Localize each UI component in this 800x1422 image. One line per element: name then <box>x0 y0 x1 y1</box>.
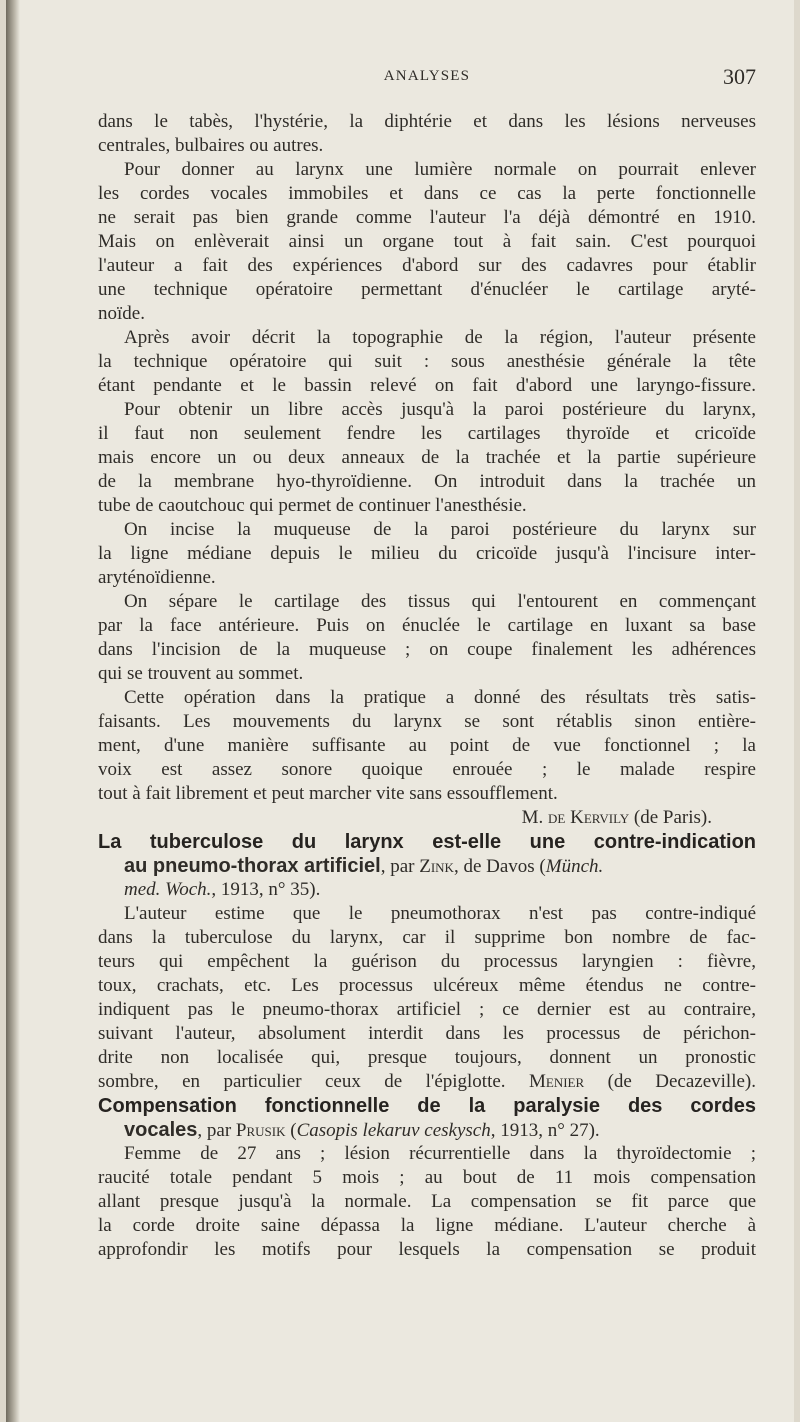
body-line: voix est assez sonore quoique enrouée ; le malade respire <box>98 759 756 780</box>
body-line: Femme de 27 ans ; lésion récurrentielle dans la thyroïdectomie ; <box>124 1143 756 1164</box>
article-title-text: , 1913, n° 35). <box>211 879 321 900</box>
body-line: approfondir les motifs pour lesquels la compensation se produit <box>98 1239 756 1260</box>
body-line: Cette opération dans la pratique a donné des résultats très satis- <box>124 687 756 708</box>
body-line: par la face antérieure. Puis on énuclée le cartilage en luxant sa base <box>98 615 756 636</box>
article-title-text: ( <box>285 1120 297 1141</box>
body-line: la technique opératoire qui suit : sous anesthésie générale la tête <box>98 351 756 372</box>
signature-suffix: (de Decazeville). <box>584 1071 757 1092</box>
body-line: qui se trouvent au sommet. <box>98 663 304 684</box>
article-title-bold: au pneumo-thorax artificiel <box>124 855 381 877</box>
running-title: ANALYSES <box>383 68 471 84</box>
body-line-signed <box>98 1070 756 1094</box>
body-line: indiquent pas le pneumo-thorax artificiel ; ce dernier est au contraire, <box>98 999 756 1020</box>
body-line: dans le tabès, l'hystérie, la diphtérie et dans les lésions nerveuses <box>98 111 756 132</box>
page-header <box>98 64 756 88</box>
body-line: une technique opératoire permettant d'énucléer le cartilage aryté- <box>98 279 756 300</box>
signature-prefix: M. <box>521 807 549 828</box>
article-title-line: La tuberculose du larynx est-elle une contre-indication <box>98 831 756 853</box>
article-title-text: , 1913, n° 27). <box>490 1120 600 1141</box>
article-title-text: , par <box>380 856 420 877</box>
body-line: ne serait pas bien grande comme l'auteur l'a déjà démontré en 1910. <box>98 207 756 228</box>
body-line: noïde. <box>98 303 145 324</box>
body-text: sombre, en particulier ceux de l'épiglotte. <box>98 1071 529 1092</box>
body-line: dans l'incision de la muqueuse ; on coupe finalement les adhérences <box>98 639 756 660</box>
body-line: allant presque jusqu'à la normale. La compensation se fit parce que <box>98 1191 756 1212</box>
body-line: Pour obtenir un libre accès jusqu'à la paroi postérieure du larynx, <box>124 399 756 420</box>
signature-name: Menier <box>528 1071 585 1092</box>
scanned-page <box>6 0 794 1422</box>
page-number: 307 <box>723 64 756 89</box>
signature-name: Kervily <box>570 807 630 828</box>
body-line: teurs qui empêchent la guérison du processus laryngien : fièvre, <box>98 951 756 972</box>
body-line: aryténoïdienne. <box>98 567 216 588</box>
body-line: On sépare le cartilage des tissus qui l'entourent en commençant <box>124 591 756 612</box>
body-line: ment, d'une manière suffisante au point de vue fonctionnel ; la <box>98 735 756 756</box>
article-author: Prusik <box>235 1120 286 1141</box>
binding-shadow <box>6 0 20 1422</box>
article-title-line: Compensation fonctionnelle de la paralysie des cordes <box>98 1095 756 1117</box>
signature-suffix: (de Paris). <box>629 807 712 828</box>
journal-name: Casopis lekaruv ceskysch <box>296 1120 491 1141</box>
body-line: toux, crachats, etc. Les processus ulcéreux même étendus ne contre- <box>98 975 756 996</box>
body-line: Mais on enlèverait ainsi un organe tout à fait sain. C'est pourquoi <box>98 231 756 252</box>
body-line: On incise la muqueuse de la paroi postérieure du larynx sur <box>124 519 756 540</box>
body-line: L'auteur estime que le pneumothorax n'est pas contre-indiqué <box>124 903 756 924</box>
body-line: tube de caoutchouc qui permet de continuer l'anesthésie. <box>98 495 527 516</box>
article-title-line <box>98 854 756 878</box>
body-line: suivant l'auteur, absolument interdit dans les processus de périchon- <box>98 1023 756 1044</box>
body-line: mais encore un ou deux anneaux de la trachée et la partie supérieure <box>98 447 756 468</box>
body-line: étant pendante et le bassin relevé on fait d'abord une laryngo-fissure. <box>98 375 756 396</box>
body-line: centrales, bulbaires ou autres. <box>98 135 324 156</box>
body-line: raucité totale pendant 5 mois ; au bout de 11 mois compensation <box>98 1167 756 1188</box>
body-line: drite non localisée qui, presque toujours, donnent un pronostic <box>98 1047 756 1068</box>
body-line: l'auteur a fait des expériences d'abord sur des cadavres pour établir <box>98 255 756 276</box>
body-line: dans la tuberculose du larynx, car il supprime bon nombre de fac- <box>98 927 756 948</box>
article-title-line <box>98 878 756 902</box>
body-line: tout à fait librement et peut marcher vite sans essoufflement. <box>98 783 558 804</box>
body-line: la ligne médiane depuis le milieu du cricoïde jusqu'à l'incisure inter- <box>98 543 756 564</box>
page-body <box>98 110 756 1262</box>
article-author: Zink <box>419 856 454 877</box>
article-title-text: , par <box>197 1120 236 1141</box>
body-line: de la membrane hyo-thyroïdienne. On introduit dans la trachée un <box>98 471 756 492</box>
body-line: Après avoir décrit la topographie de la région, l'auteur présente <box>124 327 756 348</box>
article-title-text: , de Davos ( <box>453 856 546 877</box>
journal-name: Münch. <box>545 856 604 877</box>
journal-name: med. Woch. <box>124 879 212 900</box>
body-line: il faut non seulement fendre les cartilages thyroïde et cricoïde <box>98 423 756 444</box>
article-title-line <box>98 1118 756 1142</box>
body-line: la corde droite saine dépassa la ligne médiane. L'auteur cherche à <box>98 1215 756 1236</box>
body-line: faisants. Les mouvements du larynx se sont rétablis sinon entière- <box>98 711 756 732</box>
body-line: Pour donner au larynx une lumière normale on pourrait enlever <box>124 159 756 180</box>
body-line: les cordes vocales immobiles et dans ce cas la perte fonctionnelle <box>98 183 756 204</box>
signature-particle: de <box>548 807 566 828</box>
article-title-bold: vocales <box>124 1119 198 1141</box>
signature-kervily <box>98 806 756 830</box>
